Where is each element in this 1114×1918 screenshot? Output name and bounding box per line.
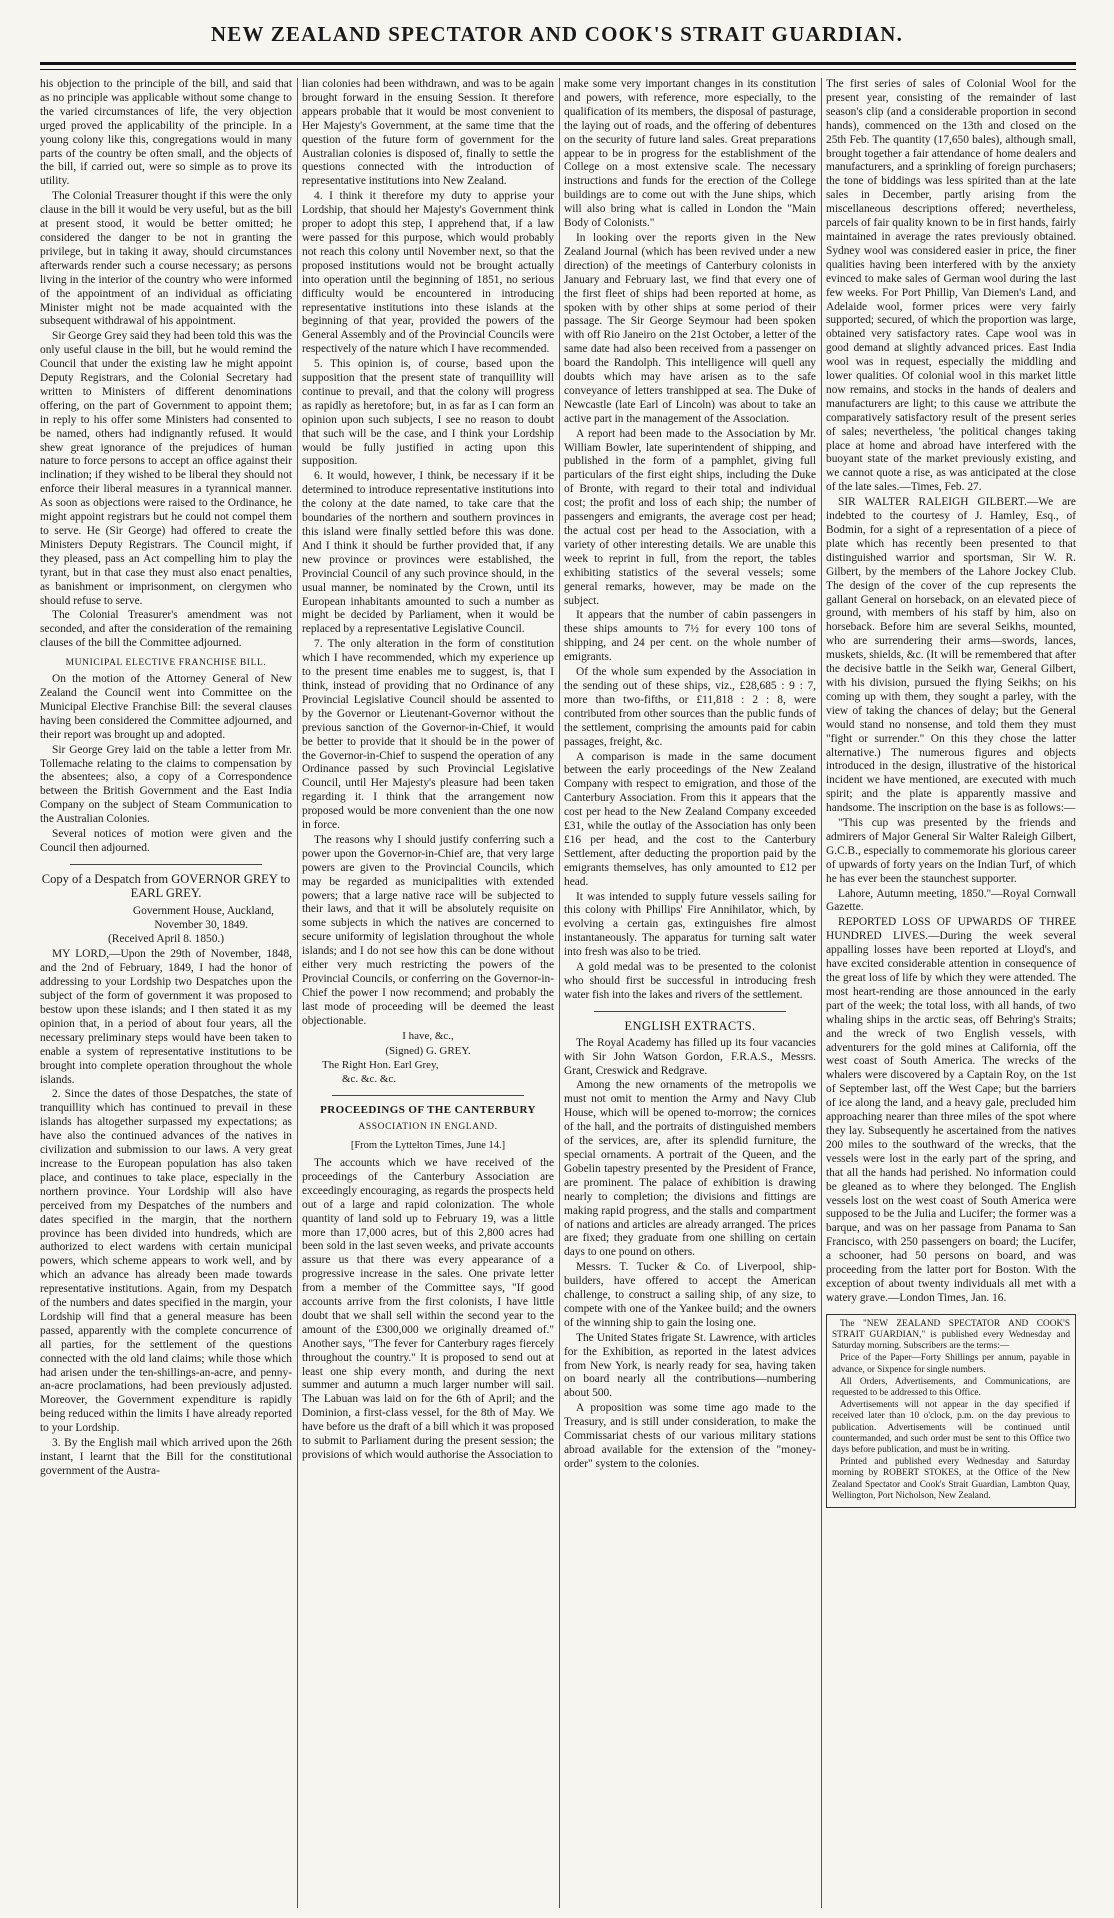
paragraph: make some very important changes in its constitution and powers, with reference, more especially, to the qualification of its members, the disposal of pasturage, the laying out of roads, and the offering of debentures on the security of future land sales. Great preparations appear to be in progress for the establishment of the College on a most extensive scale. The necessary instructions and funds for the erection of the College buildings are to come out with the June ships, which will also bring what is called in London the "Main Body of Colonists." xyxy=(564,78,816,230)
paragraph: 4. I think it therefore my duty to apprise your Lordship, that should her Majesty's Government think proper to adopt this step, I apprehend that, if a law were passed for this purpose, which would probably not reach this colony until November next, so that the proposed institutions would not be brought actually into operation until the beginning of 1851, no serious difficulty would be encountered in introducing representative institutions into these islands at the beginning of that year, provided the powers of the General Assembly and of the Provincial Councils were respectively of the nature which I have recommended. xyxy=(302,190,554,356)
column-4 xyxy=(826,78,1076,1908)
paragraph: 5. This opinion is, of course, based upon the supposition that the present state of tranquillity will continue to prevail, and that the colony will progress as rapidly as heretofore; but, in as far as I can form an opinion upon such subjects, I see no reason to doubt that such will be the case, and I think your Lordship would be fully justified in acting upon this supposition. xyxy=(302,358,554,468)
paragraph: Sir George Grey laid on the table a letter from Mr. Tollemache relating to the claims to compensation by the absentees; also, a copy of a Correspondence between the British Government and the East India Company on the subject of Steam Communication to the Australian Colonies. xyxy=(40,743,292,826)
source-line: [From the Lyttelton Times, June 14.] xyxy=(350,1140,506,1152)
paragraph: 7. The only alteration in the form of constitution which I have recommended, which my experience up to the present time enables me to suggest, is, that I think, instead of providing that no Ordinance of any Provincial Legislative Council should be assented to by the Governor or Lieutenant-Governor without the previous sanction of the Governor-in-Chief, it would be better to provide that it should be in the power of the Governor-in-Chief to suspend the operation of any Ordinance passed by such Provincial Legislative Council, until Her Majesty's pleasure had been taken regarding it. I think that the arrangement now proposed would be more convenient than the one now in force. xyxy=(302,638,554,832)
publication-notice xyxy=(826,1314,1076,1508)
signature-line: &c. &c. &c. xyxy=(342,1073,397,1086)
column-divider xyxy=(821,78,822,1908)
paragraph: lian colonies had been withdrawn, and was to be again brought forward in the ensuing Session. It therefore appears probable that it would be most convenient to Her Majesty's Government, at the same time that the question of the future form of government for the Australian colonies is disposed of, finally to settle the questions connected with the introduction of representative institutions into New Zealand. xyxy=(302,78,554,188)
paragraph: Among the new ornaments of the metropolis we must not omit to mention the Army and Navy Club House, which will be opened to-morrow; the cornices of the hall, and the portraits of distinguished members of the services, are, after its splendid furniture, the special ornaments. A portrait of the Queen, and the Gobelin tapestry presented by the President of France, are prominent. The palace of exhibition is drawing nearly to completion; the divisions and fittings are making rapid progress, and the stalls and compartment of nations and articles are already arranged. The prices are fixed; they graduate from one shilling on certain days to one pound on others. xyxy=(564,1079,816,1259)
paragraph: Of the whole sum expended by the Association in the sending out of these ships, viz., £28,685 : 9 : 7, more than two-fifths, or £11,818 : 2 : 8, were contributed from other sources than the public funds of the settlement, comprising the amounts paid for cabin passages, freight, &c. xyxy=(564,666,816,748)
paragraph: SIR WALTER RALEIGH GILBERT.—We are indebted to the courtesy of J. Hamley, Esq., of Bodmin, for a sight of a representation of a piece of plate which has recently been presented to that distinguished warrior and sportsman, Sir W. R. Gilbert, by the members of the Lahore Jockey Club. The design of the cover of the cup represents the gallant General on horseback, on an elevated piece of ground, with members of his staff by him, also on horseback. Before him are several Seikhs, mounted, who are surrendering their arms—swords, lances, muskets, shields, &c. (It will be remembered that after the decisive battle in the Seikh war, General Gilbert, with his division, pursued the flying Seikhs; on his coming up with them, they sought a parley, with the view of taking the chances of delay; but the General would stand no nonsense, and told them they must "fight or surrender." On this they chose the latter alternative.) The numerous figures and objects introduced in the design, illustrative of the historical incident we have mentioned, are executed with much spirit; and the plate is apparently massive and handsome. The inscription on the base is as follows:— xyxy=(826,496,1076,815)
section-subheading: ASSOCIATION IN ENGLAND. xyxy=(358,1122,498,1133)
paragraph: It was intended to supply future vessels sailing for this colony with Phillips' Fire Annihilator, which, by evolving a certain gas, extinguishes fire almost instantaneously. The apparatus for turning salt water into fresh was also to be tried. xyxy=(564,890,816,959)
paragraph: Sir George Grey said they had been told this was the only useful clause in the bill, but he would remind the Council that under the existing law he might appoint Deputy Registrars, and the Colonial Secretary had written to Ministers of different denominations offering, on the part of Government to appoint them; in reply to his offer some Ministers had consented to be named, others had indignantly refused. It would shew great ignorance of the prejudices of human nature to force persons to accept an office against their inclination; if they wished to be liberal they should not enforce their liberal measures in a tyrannical manner. As soon as objections were raised to the Ordinance, he might appoint registrars but he could not compel them to serve. He (Sir George) had offered to create the Ministers Deputy Registrars. The Council might, if they pleased, pass an Act compelling him to play the tyrant, but in that case they must also enact penalties, as banishment or imprisonment, on clergymen who should refuse to serve. xyxy=(40,330,292,607)
paragraph: The reasons why I should justify conferring such a power upon the Governor-in-Chief are, that very large powers are given to the Provincial Councils, which may be regarded as municipalities with extended powers; that a large native race will be subjected to their laws, and that it will be absolutely requisite on some subjects in which the natives are concerned to secure uniformity of legislation throughout the whole islands; and I do not see how this can be done without either very much restricting the powers of the Provincial Councils, or conferring on the Governor-in-Chief the power I now recommend; and probably the last mode of proceeding will be deemed the least objectionable. xyxy=(302,833,554,1027)
notice-line: Price of the Paper—Forty Shillings per annum, payable in advance, or Sixpence for single numbers. xyxy=(832,1353,1070,1375)
paragraph: "This cup was presented by the friends and admirers of Major General Sir Walter Raleigh Gilbert, G.C.B., especially to commemorate his glorious career of upwards of forty years on the Indian Turf, of which he has ever been the staunchest supporter. xyxy=(826,817,1076,885)
column-3 xyxy=(564,78,816,1908)
column-1 xyxy=(40,78,292,1908)
paragraph: MY LORD,—Upon the 29th of November, 1848, and the 2nd of February, 1849, I had the honor of addressing to your Lordship two Despatches upon the subject of the form of government it was proposed to bestow upon these islands; and I then stated it as my opinion that, in a period of about four years, all the necessary preliminary steps would have been taken to enable a system of representative institutions to be brought into complete operation throughout the whole islands. xyxy=(40,948,292,1086)
paragraph: 3. By the English mail which arrived upon the 26th instant, I learnt that the Bill for the constitutional government of the Austra- xyxy=(40,1437,292,1477)
paragraph: The first series of sales of Colonial Wool for the present year, consisting of the remainder of last season's clip (and a considerable proportion in second hands), commenced on the 13th and closed on the 25th Feb. The quantity (17,650 bales), although small, brought together a fair attendance of home dealers and manufacturers, and a sprinkling of foreign purchasers; the tone of biddings was less spirited than at the late sales in December, partly arising from the miscellaneous descriptions offered; nevertheless, parcels of fair quality known to be in first hands, fairly maintained in average the rates previously obtained. Sydney wool was considered easier in price, the finer qualities having been interfered with by the anxiety evinced to make sales of German wool during the last few weeks. For Port Phillip, Van Diemen's Land, and Adelaide wool, former prices were very fairly supported; secured, of which the proportion was large, obtained very satisfactory rates. Cape wool was in good demand at slightly advanced prices. East India wool was in request, especially the middling and lower qualities. Of colonial wool in this market little now remains, and stocks in the hands of dealers and manufacturers are light; to this cause we attribute the comparatively satisfactory result of the present series of sales; nevertheless, 'the political changes taking place at home and abroad have interfered with the buoyant state of the market previously existing, and we cannot quote a rise, as was anticipated at the close of the late sales.—Times, Feb. 27. xyxy=(826,78,1076,494)
paragraph: The United States frigate St. Lawrence, with articles for the Exhibition, as reported in the latest advices from New York, is nearly ready for sea, having taken on board nearly all the contributions—numbering about 500. xyxy=(564,1331,816,1400)
paragraph: A proposition was some time ago made to the Treasury, and is still under consideration, to make the Commissariat chests of our various military stations abroad available for the extension of the "money-order" system to the colonies. xyxy=(564,1402,816,1470)
section-heading: PROCEEDINGS OF THE CANTERBURY xyxy=(320,1104,536,1117)
paragraph: The accounts which we have received of the proceedings of the Canterbury Association are exceedingly encouraging, as regards the prospects held out of a large and rapid colonization. The whole quantity of land sold up to February 19, was a little more than 17,000 acres, but of this 2,800 acres had been sold in the last seven weeks, and private accounts assure us that there was every appearance of a progressive increase in the sales. One private letter from a member of the Committee says, "If good accounts arrive from the first colonists, I have little doubt that we shall sell within the second year to the amount of the £300,000 we originally dreamed of." Another says, "The fever for Canterbury rages fiercely throughout the country." It is proposed to send out at least one ship every month, and during the next summer and autumn a much larger number will sail. The Labuan was laid on for the 6th of April; and the Dominion, a first-class vessel, for the 8th of May. We have before us the draft of a bill which it was proposed to submit to Parliament during the present session; the provisions of which would authorise the Association to xyxy=(302,1156,554,1461)
column-divider xyxy=(297,78,298,1908)
separator xyxy=(70,864,262,865)
despatch-heading: Copy of a Despatch from GOVERNOR GREY to EARL GREY. xyxy=(41,871,291,900)
paragraph: A report had been made to the Association by Mr. William Bowler, late superintendent of shipping, and published in the form of a pamphlet, giving full particulars of the first eight ships, including the Duke of Bronte, with regard to their total and individual cost; the profit and loss of each ship; the number of passengers and emigrants, the average cost per head; the actual cost per head to the Association, with a variety of other interesting details. We are unable this week to reprint in full, from the report, the tables exhibiting statistics of the several vessels; some general remarks, however, may be made on the subject. xyxy=(564,427,816,607)
paragraph: REPORTED LOSS OF UPWARDS OF THREE HUNDRED LIVES.—During the week several appalling losses have been reported at Lloyd's, and have excited considerable attention in consequence of the great loss of life by which they were attended. The most heart-rending are those announced in the early part of the week; the total loss, with all hands, of two whaling ships in the arctic seas, off Behring's Straits; and the wreck of two English vessels, with adventurers for the gold mines at California, off the west coast of South America. The wrecks of the whalers were discovered by a Captain Roy, on the 1st of September last, off the West Cape; but the barriers of ice along the land, and a heavy gale, precluded him approaching nearer than three miles of the spot where they lay. Subsequently he ascertained from the natives 200 miles to the southward of the wrecks, that the vessels were lost in the early part of the spring, and that all the hands had perished. No information could be gleaned as to where they belonged. The English vessels lost on the west coast of South America were supposed to be the Julia and Lucifer; the former was a barque, and was on her passage from Panama to San Francisco, with 250 passengers on board; the Lucifer, a schooner, had 50 persons on board, and was proceeding from the latter port for Boston. With the exception of about twenty individuals all met with a watery grave.—London Times, Jan. 16. xyxy=(826,916,1076,1304)
paragraph: On the motion of the Attorney General of New Zealand the Council went into Committee on the Municipal Elective Franchise Bill: the several clauses having been considered the Committee adjourned, and their report was brought up and adopted. xyxy=(40,673,292,741)
notice-line: All Orders, Advertisements, and Communications, are requested to be addressed to this Office. xyxy=(832,1376,1070,1398)
paragraph: 2. Since the dates of those Despatches, the state of tranquillity which has continued to prevail in these islands has altogether surpassed my expectations; as have also the continued advances of the natives in civilization and submission to our laws. A very great increase to the European population has also taken place, and continues to take place, especially in the northern province. Your Lordship will also have perceived from my Despatches of the numbers and dates specified in the margin, that the northern province has been divided into hundreds, which are authorized to elect wardens with certain municipal powers, which scheme appears to work well, and by which an advance has already been made towards representative institutions. Again, from my Despatch of the numbers and dates specified in the margin, your Lordship will find that a general measure has been passed, apparently with the complete concurrence of all parties, for the settlement of the questions connected with the old land claims; while those which had arisen under the ten-shillings-an-acre, and penny-an-acre proclamations, had been previously adjusted. Moreover, the Government expenditure is rapidly being reduced within the limits I have already reported to your Lordship. xyxy=(40,1088,292,1435)
paragraph: Several notices of motion were given and the Council then adjourned. xyxy=(40,828,292,854)
paragraph: his objection to the principle of the bill, and said that as no principle was applicable without some change to the varied circumstances of life, the very objection urged proved the applicability of the principle. In a young colony like this, congregations would in many parts of the country be often small, and the objects of the bill, if carried out, were so simple as to prove its utility. xyxy=(40,78,292,188)
paragraph: A gold medal was to be presented to the colonist who should first be successful in introducing fresh water fish into the lakes and rivers of the settlement. xyxy=(564,961,816,1001)
separator xyxy=(594,1011,786,1012)
section-heading: ENGLISH EXTRACTS. xyxy=(624,1018,756,1033)
paragraph: The Colonial Treasurer's amendment was not seconded, and after the consideration of the remaining clauses of the bill the Committee adjourned. xyxy=(40,609,292,650)
masthead-rule-thick xyxy=(40,62,1076,65)
column-2 xyxy=(302,78,554,1908)
paragraph: The Royal Academy has filled up its four vacancies with Sir John Watson Gordon, F.R.A.S., Messrs. Grant, Creswick and Redgrave. xyxy=(564,1036,816,1077)
paragraph: Messrs. T. Tucker & Co. of Liverpool, ship-builders, have offered to accept the American challenge, to construct a sailing ship, of any size, to compete with one of the Yankee build; and the owners of the winning ship to gain the losing one. xyxy=(564,1261,816,1329)
paragraph: In looking over the reports given in the New Zealand Journal (which has been revived under a new direction) of the meetings of Canterbury colonists in January and February last, we find that every one of the first fleet of ships had been reported at home, as spoken with by other ships at some period of their passage. The Sir George Seymour had been spoken with off Rio Janeiro on the 21st October, a letter of the same date had also been received from a passenger on board the Randolph. This intelligence will quell any doubts which may have arisen as to the safe conveyance of letters transhipped at sea. The Duke of Newcastle (late Earl of Lincoln) was about to take an active part in the management of the Association. xyxy=(564,231,816,425)
signature-line: The Right Hon. Earl Grey, xyxy=(322,1059,439,1072)
paragraph: It appears that the number of cabin passengers in these ships amounts to 7½ for every 100 tons of shipping, and 24 per cent. on the whole number of emigrants. xyxy=(564,609,816,664)
signature-line: (Signed) G. GREY. xyxy=(385,1044,471,1057)
separator xyxy=(332,1095,524,1096)
notice-line: The "NEW ZEALAND SPECTATOR AND COOK'S STRAIT GUARDIAN," is published every Wednesday and Saturday morning. Subscribers are the terms:— xyxy=(832,1318,1070,1352)
paragraph: Lahore, Autumn meeting, 1850."—Royal Cornwall Gazette. xyxy=(826,887,1076,914)
notice-line: Advertisements will not appear in the day specified if received later than 10 o'clock, p.m. on the day previous to publication. Advertisements will be continued until countermanded, and such order must be sent to this Office two days before publication, and must be in writing. xyxy=(832,1400,1070,1455)
masthead-rule-thin xyxy=(40,69,1076,70)
signature-line: I have, &c., xyxy=(402,1029,454,1042)
paragraph: A comparison is made in the same document between the early proceedings of the New Zealand Company with respect to emigration, and those of the Canterbury Association. From this it appears that the cost per head to the New Zealand Company exceeded £31, while the outlay of the Association has only been £16 per head, and the cost to the Canterbury Settlement, after deducting the proportion paid by the emigrants themselves, has only amounted to £12 per head. xyxy=(564,750,816,888)
paragraph: 6. It would, however, I think, be necessary if it be determined to introduce representative institutions into the colony at the date named, to take care that the boundaries of the northern and southern provinces in this island were finally settled before this was done. And I think it should be further provided that, if any new province or provinces were established, the Provincial Council of any such province should, in the usual manner, be nominated by the Crown, until its European inhabitants amounted to such a number as might be decided by Parliament, when it would be replaced by a representative Legislative Council. xyxy=(302,470,554,636)
paragraph: The Colonial Treasurer thought if this were the only clause in the bill it would be very useful, but as the bill at present stood, it would be better omitted; he considered the danger to be not in granting the privilege, but in taking it away, should circumstances afterwards render such a course necessary; as persons living in the interior of the country who were informed of the appointment of an individual as officiating Minister might not be made acquainted with the subsequent withdrawal of his appointment. xyxy=(40,190,292,328)
section-heading: MUNICIPAL ELECTIVE FRANCHISE BILL. xyxy=(65,658,267,669)
masthead-title: NEW ZEALAND SPECTATOR AND COOK'S STRAIT GUARDIAN. xyxy=(210,22,904,46)
notice-line: Printed and published every Wednesday and Saturday morning by ROBERT STOKES, at the Office of the New Zealand Spectator and Cook's Strait Guardian, Lambton Quay, Wellington, Port Nicholson, New Zealand. xyxy=(832,1457,1070,1501)
despatch-received: (Received April 8. 1850.) xyxy=(107,933,225,946)
despatch-date: November 30, 1849. xyxy=(154,918,248,931)
column-divider xyxy=(559,78,560,1908)
despatch-address: Government House, Auckland, xyxy=(132,904,274,917)
